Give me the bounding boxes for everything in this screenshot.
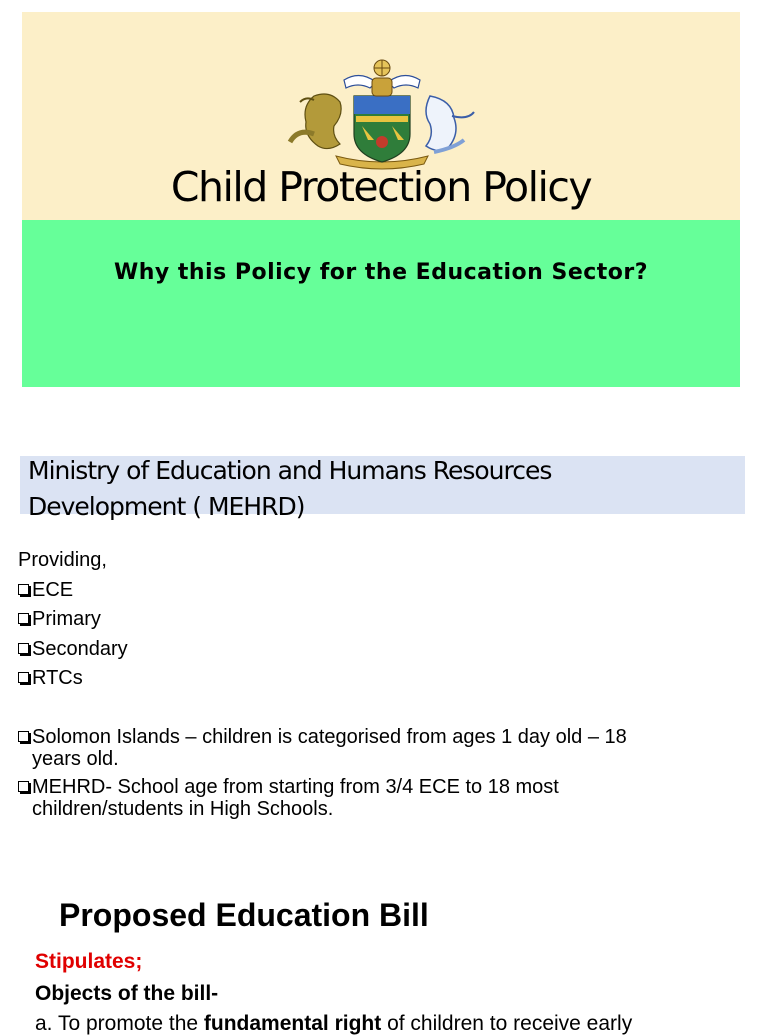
list-item bbox=[18, 664, 128, 694]
title-banner bbox=[22, 12, 740, 220]
facts-list bbox=[18, 726, 738, 826]
subtitle: Why this Policy for the Education Sector? bbox=[113, 260, 649, 285]
checkbox-bullet-icon bbox=[18, 781, 29, 792]
clause-a-suffix: of children to receive early bbox=[381, 1012, 633, 1035]
clause-a-emphasis: fundamental right bbox=[203, 1012, 382, 1035]
list-item bbox=[18, 726, 738, 770]
list-item bbox=[18, 605, 128, 635]
checkbox-bullet-icon bbox=[18, 613, 29, 624]
subtitle-banner bbox=[22, 220, 740, 387]
checkbox-bullet-icon bbox=[18, 584, 29, 595]
stipulates-label: Stipulates; bbox=[35, 950, 143, 973]
list-item-label: RTCs bbox=[32, 667, 83, 689]
bill-heading: Proposed Education Bill bbox=[59, 897, 429, 933]
checkbox-bullet-icon bbox=[18, 672, 29, 683]
clause-a bbox=[35, 1012, 745, 1036]
page-title: Child Protection Policy bbox=[170, 163, 592, 211]
fact-text-continued: years old. bbox=[32, 748, 119, 770]
list-item bbox=[18, 635, 128, 665]
coat-of-arms-icon bbox=[284, 56, 480, 170]
list-item bbox=[18, 776, 738, 820]
fact-text-continued: children/students in High Schools. bbox=[32, 798, 334, 820]
clause-a-prefix: a. To promote the bbox=[35, 1012, 204, 1035]
list-item bbox=[18, 576, 128, 606]
list-item-label: ECE bbox=[32, 578, 74, 601]
fact-text: Solomon Islands – children is categorised from ages 1 day old – 18 bbox=[32, 726, 627, 748]
ministry-heading bbox=[28, 453, 728, 525]
slide-title bbox=[22, 12, 740, 387]
list-intro: Providing, bbox=[18, 549, 107, 571]
list-item-label: Primary bbox=[32, 608, 101, 630]
list-item-label: Secondary bbox=[32, 637, 128, 660]
ministry-heading-line1: Ministry of Education and Humans Resources bbox=[28, 456, 552, 485]
checkbox-bullet-icon bbox=[18, 731, 29, 742]
ministry-heading-box bbox=[20, 456, 745, 521]
education-levels-list bbox=[18, 546, 128, 694]
ministry-heading-line2: Development ( MEHRD) bbox=[28, 492, 305, 521]
checkbox-bullet-icon bbox=[18, 643, 29, 654]
objects-label: Objects of the bill- bbox=[35, 982, 219, 1005]
fact-text: MEHRD- School age from starting from 3/4 ECE to 18 most bbox=[32, 776, 559, 798]
